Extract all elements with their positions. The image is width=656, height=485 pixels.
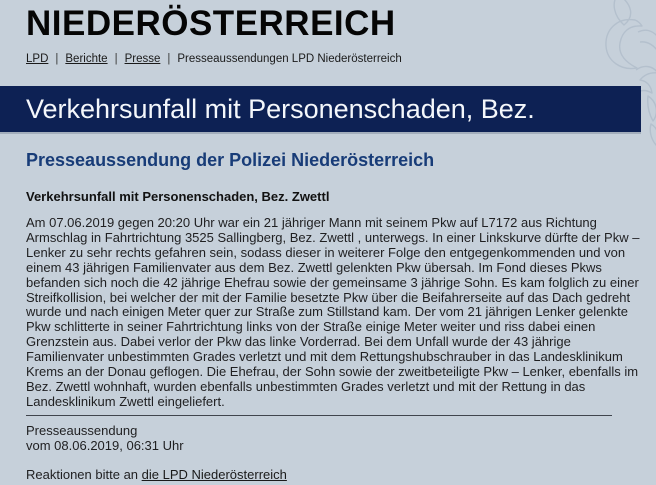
press-release-date: vom 08.06.2019, 06:31 Uhr bbox=[26, 438, 184, 454]
lpd-contact-link[interactable]: die LPD Niederösterreich bbox=[141, 466, 287, 482]
article-body: Am 07.06.2019 gegen 20:20 Uhr war ein 21 jähriger Mann mit seinem Pkw auf L7172 aus Richtung Armschlag in Fahrtrichtung 3525 Sallingberg, Bez. Zwettl , unterwegs. In einer Linkskurve dürfte der Pkw – Lenker zu sehr rechts gefahren sein, sodass dieser in weiterer Folge den entgegenkommenden und von einem 43 jährigen Familienvater aus dem Bez. Zwettl gelenkten Pkw übersah. Im Fond dieses Pkws befanden sich noch die 42 jährige Ehefrau sowie der gemeinsame 3 jährige Sohn. Es kam folglich zu einer Streifkollision, bei welcher der mit der Familie besetzte Pkw über die Beifahrerseite auf das Dach gedreht wurde und nach einigen Meter quer zur Straße zum Stillstand kam. Der vom 21 jährigen Lenker gelenkte Pkw schlitterte in seiner Fahrtrichtung links von der Straße einige Meter weiter und riss dabei einen Grenzstein aus. Dabei verlor der Pkw das linke Vorderrad. Bei dem Unfall wurde der 43 jährige Familienvater unbestimmten Grades verletzt und mit dem Rettungshubschrauber in das Landesklinikum Krems an der Donau geflogen. Die Ehefrau, der Sohn sowie der zweitbeteiligte Pkw – Lenker, ebenfalls im Bez. Zwettl wohnhaft, wurden ebenfalls unbestimmten Grades verletzt und mit der Rettung in das Landesklinikum Zwettl eingeliefert. bbox=[26, 215, 640, 409]
breadcrumb-separator: | bbox=[55, 53, 59, 65]
breadcrumb-current: Presseaussendungen LPD Niederösterreich bbox=[177, 53, 402, 65]
press-release-type: Presseaussendung bbox=[26, 422, 138, 438]
breadcrumb-link-lpd[interactable]: LPD bbox=[26, 53, 49, 65]
reaction-prefix: Reaktionen bitte an bbox=[26, 466, 142, 482]
breadcrumb bbox=[26, 53, 402, 65]
breadcrumb-link-presse[interactable]: Presse bbox=[124, 53, 161, 65]
article-content bbox=[26, 150, 640, 482]
breadcrumb-separator: | bbox=[114, 53, 118, 65]
article-subheading: Verkehrsunfall mit Personenschaden, Bez. Zwettl bbox=[26, 189, 330, 204]
breadcrumb-link-berichte[interactable]: Berichte bbox=[65, 53, 108, 65]
article-heading: Presseaussendung der Polizei Niederösterreich bbox=[26, 150, 435, 170]
divider bbox=[26, 415, 612, 416]
article-banner bbox=[0, 86, 641, 134]
page-title: NIEDERÖSTERREICH bbox=[26, 4, 396, 43]
reaction-line bbox=[26, 467, 640, 483]
banner-title: Verkehrsunfall mit Personenschaden, Bez. bbox=[26, 94, 535, 124]
breadcrumb-separator: | bbox=[167, 53, 171, 65]
